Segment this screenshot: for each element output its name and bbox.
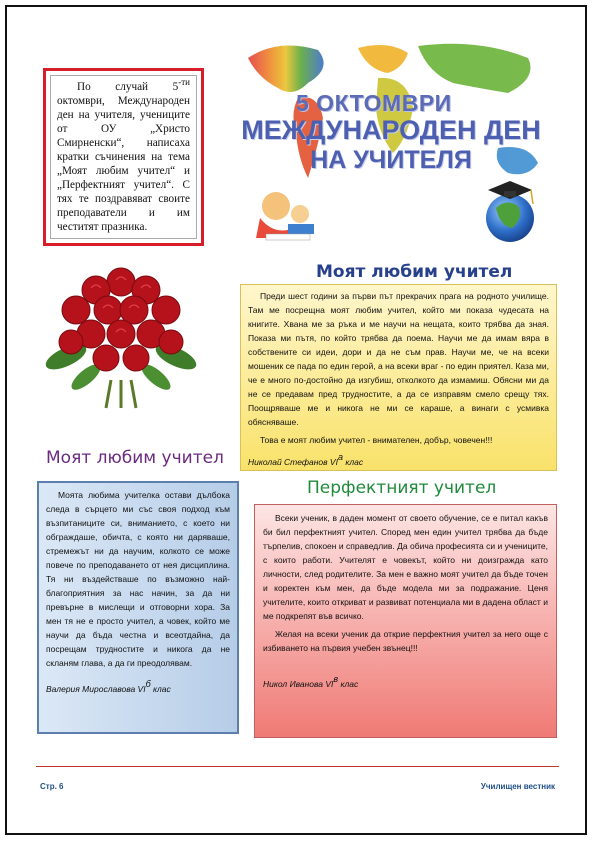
banner-subtitle: НА УЧИТЕЛЯ: [310, 146, 472, 174]
essay1-signature: [248, 452, 549, 469]
essay1-paragraph2: Това е моят любим учител - внимателен, добър, човечен!!!: [260, 435, 493, 445]
essay1-paragraph1: Преди шест години за първи път прекрачих прага на родното училище. Там ме посрещна моят любим учител, който ми показа чудесата на книгите. Хвана ме за ръка и ме научи на нещата, които трябва да зная. Показа ми пътя, по който трябва да поема. Научи ме да имам вяра в собствените си идеи, дори и да не съм прав. Научи ме, че на всеки мошеник се пада по един герой, а на всеки враг - по един приятел. Каза ми, че е много по-достойно да изгубиш, отколкото да измамиш. Обясни ми да не се предавам пред трудностите, а да се изправям смело срещу тях. Поощряваше ме и никога не ми се караше, а винаги с усмивка обясняваше.: [248, 291, 549, 427]
essay-box-blue: [37, 481, 239, 734]
essay2-signature: [46, 679, 230, 696]
heading-favorite-teacher-2: Моят любим учител: [46, 448, 224, 468]
essay3-author: Никол Иванова VI: [263, 679, 334, 689]
footer-divider: [36, 766, 559, 767]
essay3-signature: [263, 674, 548, 691]
banner-date: 5 ОКТОМВРИ: [296, 90, 452, 116]
page-number: Стр. 6: [40, 782, 64, 791]
essay3-class-word: клас: [338, 679, 359, 689]
essay-box-yellow: [240, 284, 557, 471]
intro-box: [43, 68, 204, 246]
intro-text-frame: [50, 75, 197, 239]
essay3-paragraph2: Желая на всеки ученик да открие перфектния учител за него още с избиването на първия учебен звънец!!!: [263, 629, 548, 653]
essay2-paragraph1: Моята любима учителка остави дълбока следа в сърцето ми със своя подход към възпитаниците си, вниманието, с което ни обграждаше, обичта, с която ни даряваше, стремежът ни да научим, колкото се може повече по преподаването от нея дисциплина. Тя ни въздействаше по възможно най-благоприятния за нас начин, за да ни превърне в мислещи и отговорни хора. За мен тя не е просто учител, а човек, който ме научи да бъда честна и всеотдайна, да посрещам трудностите и никога да не скланям глава, а да ги преодолявам.: [46, 490, 230, 668]
essay1-author: Николай Стефанов VI: [248, 457, 338, 467]
intro-superscript: -ти: [178, 77, 190, 87]
essay3-paragraph1: Всеки ученик, в даден момент от своето обучение, се е питал какъв би бил перфектният учител. Според мен един учител трябва да бъде търпелив, спокоен и справедлив. Да обича професията си и учениците, с които работи. Учителят е човекът, който ни доизгражда като личности, след родителите. За мен е важно моят учител да бъде точен и коректен към мен, да бъде модела ми за подражание. Ценя учителите, които откриват и развиват потенциала ми в дадена област и ме подкрепят във всичко.: [263, 513, 548, 621]
essay3-class-letter: в: [333, 674, 339, 684]
intro-paragraph: [57, 77, 190, 234]
essay2-class-word: клас: [150, 684, 171, 694]
publication-name: Училищен вестник: [480, 782, 555, 791]
heading-favorite-teacher-1: Моят любим учител: [316, 262, 513, 282]
heading-perfect-teacher: Перфектният учител: [307, 478, 497, 498]
essay2-author: Валерия Мирославова VI: [46, 684, 146, 694]
essay-box-red: [254, 504, 557, 738]
essay2-class-letter: б: [145, 679, 151, 689]
essay1-class-letter: а: [337, 452, 343, 462]
globe-with-graduation-cap-illustration: [486, 181, 534, 242]
intro-text-rest: октомври, Международен ден на учителя, учениците от ОУ „Христо Смирненски“, написаха кратки съчинения на тема „Моят любим учител“ и „Перфектният учител“. С тях те поздравяват своите преподаватели и им честитят празника.: [57, 95, 190, 233]
children-reading-illustration: [256, 192, 314, 240]
roses-bouquet-image: [36, 262, 206, 410]
intro-text-start: По случай 5: [77, 81, 179, 93]
banner-title: МЕЖДУНАРОДЕН ДЕН: [241, 115, 541, 145]
essay1-class-word: клас: [342, 457, 364, 467]
